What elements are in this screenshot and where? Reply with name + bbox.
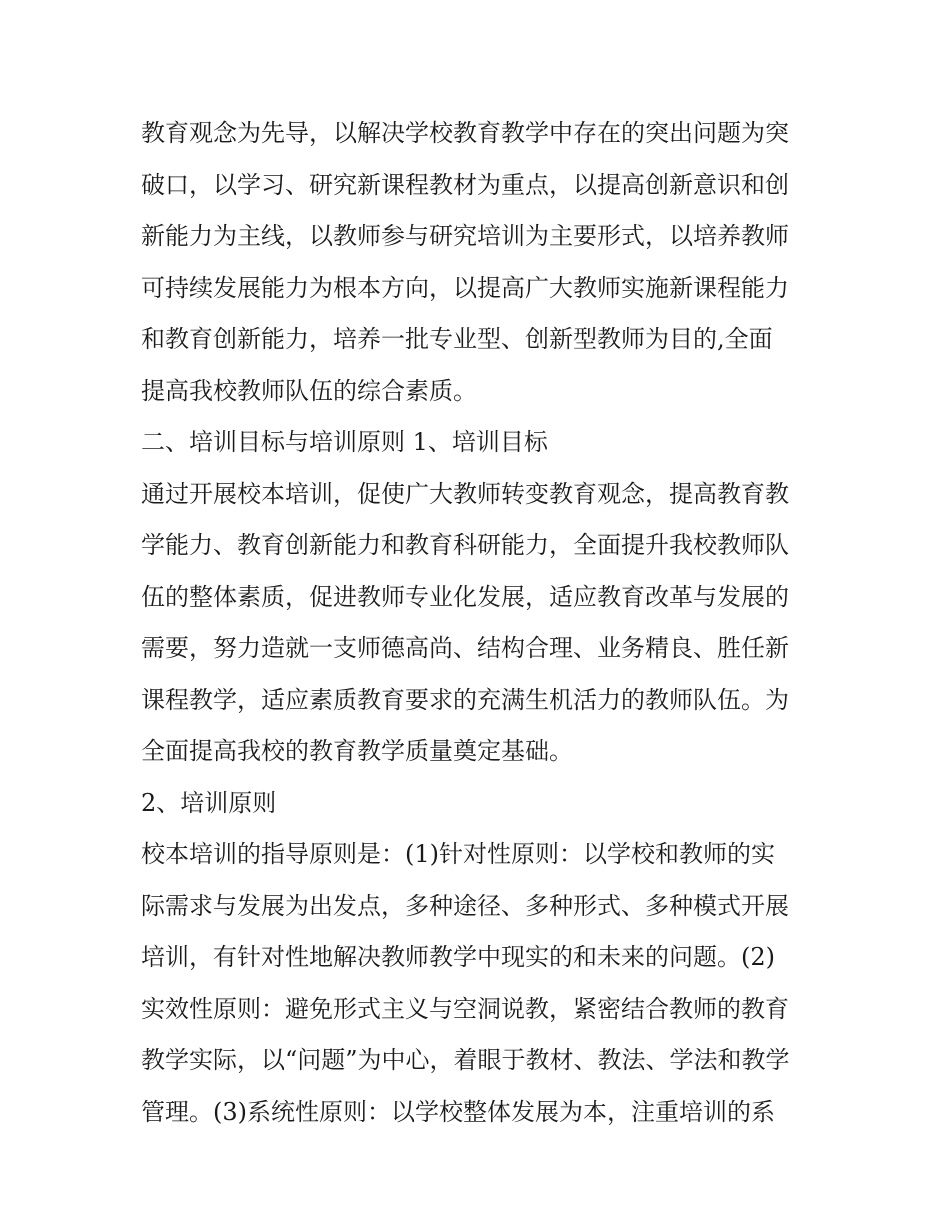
text-line: 课程教学，适应素质教育要求的充满生机活力的教师队伍。为	[141, 685, 789, 714]
text-line: 新能力为主线，以教师参与研究培训为主要形式，以培养教师	[141, 222, 789, 250]
text-line: 实效性原则：避免形式主义与空洞说教，紧密结合教师的教育	[141, 994, 789, 1023]
text-line: 管理。(3)系统性原则：以学校整体发展为本，注重培训的系	[141, 1097, 775, 1126]
text-line: 教学实际，以“问题”为中心，着眼于教材、教法、学法和教学	[141, 1046, 790, 1074]
text-line: 学能力、教育创新能力和教育科研能力，全面提升我校教师队	[141, 531, 789, 559]
text-line: 校本培训的指导原则是：(1)针对性原则：以学校和教师的实	[141, 840, 775, 868]
subsection-heading: 2、培训原则	[141, 788, 277, 817]
text-line: 伍的整体素质，促进教师专业化发展，适应教育改革与发展的	[141, 582, 789, 611]
text-line: 提高我校教师队伍的综合素质。	[141, 376, 477, 405]
document-body	[141, 108, 821, 1138]
section-heading: 二、培训目标与培训原则 1、培训目标	[141, 428, 548, 456]
text-line: 和教育创新能力，培养一批专业型、创新型教师为目的,全面	[141, 325, 773, 353]
text-line: 培训，有针对性地解决教师教学中现实的和未来的问题。(2)	[141, 943, 775, 971]
text-line: 际需求与发展为出发点，多种途径、多种形式、多种模式开展	[141, 891, 789, 920]
text-line: 需要，努力造就一支师德高尚、结构合理、业务精良、胜任新	[141, 634, 789, 662]
text-line: 教育观念为先导，以解决学校教育教学中存在的突出问题为突	[141, 119, 789, 147]
text-line: 破口，以学习、研究新课程教材为重点，以提高创新意识和创	[141, 170, 789, 199]
text-line: 全面提高我校的教育教学质量奠定基础。	[141, 737, 573, 765]
text-line: 可持续发展能力为根本方向，以提高广大教师实施新课程能力	[141, 273, 789, 302]
text-line: 通过开展校本培训，促使广大教师转变教育观念，提高教育教	[141, 479, 789, 508]
